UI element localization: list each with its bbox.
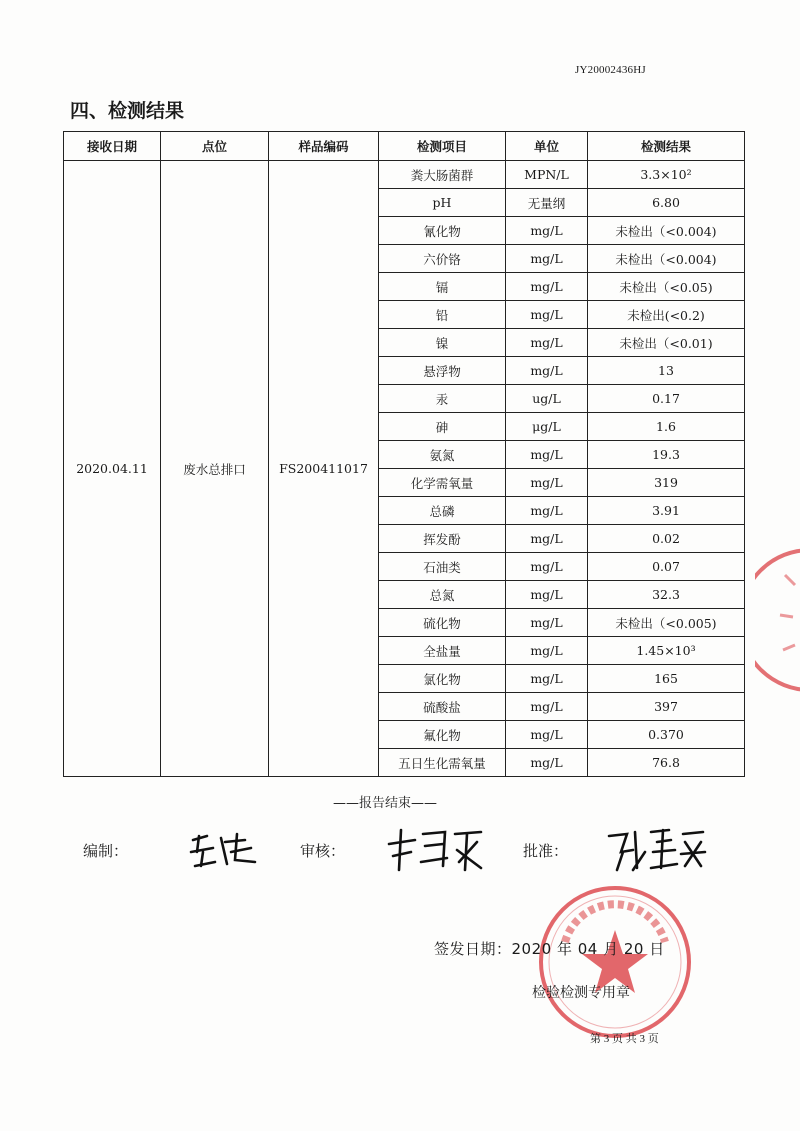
table-row	[64, 161, 745, 189]
unit-cell: mg/L	[506, 581, 588, 609]
result-cell: 3.91	[588, 497, 745, 525]
reviewer-signature	[385, 822, 495, 877]
unit-cell: mg/L	[506, 217, 588, 245]
result-cell: 32.3	[588, 581, 745, 609]
unit-cell: mg/L	[506, 497, 588, 525]
unit-cell: mg/L	[506, 749, 588, 777]
test-item-cell: 铅	[379, 301, 506, 329]
header-unit: 单位	[506, 132, 588, 161]
test-item-cell: 悬浮物	[379, 357, 506, 385]
result-cell: 19.3	[588, 441, 745, 469]
header-location: 点位	[161, 132, 269, 161]
result-cell: 319	[588, 469, 745, 497]
result-cell: 397	[588, 693, 745, 721]
test-item-cell: 全盐量	[379, 637, 506, 665]
unit-cell: mg/L	[506, 553, 588, 581]
unit-cell: mg/L	[506, 301, 588, 329]
unit-cell: mg/L	[506, 721, 588, 749]
result-cell: 1.45×10³	[588, 637, 745, 665]
unit-cell: μg/L	[506, 413, 588, 441]
unit-cell: mg/L	[506, 693, 588, 721]
test-item-cell: 硫酸盐	[379, 693, 506, 721]
unit-cell: mg/L	[506, 273, 588, 301]
result-cell: 未检出（<0.05)	[588, 273, 745, 301]
unit-cell: mg/L	[506, 609, 588, 637]
issue-date: 签发日期：2020 年 04 月 20 日	[434, 940, 665, 958]
unit-cell: mg/L	[506, 637, 588, 665]
report-id: JY20002436HJ	[575, 64, 646, 76]
unit-cell: mg/L	[506, 329, 588, 357]
test-item-cell: 镉	[379, 273, 506, 301]
receive-date-cell: 2020.04.11	[64, 161, 161, 777]
sample-code-cell: FS200411017	[269, 161, 379, 777]
test-item-cell: 镍	[379, 329, 506, 357]
test-item-cell: 石油类	[379, 553, 506, 581]
unit-cell: mg/L	[506, 469, 588, 497]
unit-cell: mg/L	[506, 441, 588, 469]
test-item-cell: 氨氮	[379, 441, 506, 469]
page-number: 第 3 页 共 3 页	[590, 1033, 659, 1045]
result-cell: 0.07	[588, 553, 745, 581]
test-item-cell: 汞	[379, 385, 506, 413]
approver-label: 批准：	[523, 842, 569, 860]
header-receive-date: 接收日期	[64, 132, 161, 161]
unit-cell: mg/L	[506, 245, 588, 273]
test-item-cell: 氟化物	[379, 721, 506, 749]
result-cell: 未检出（<0.004)	[588, 217, 745, 245]
result-cell: 1.6	[588, 413, 745, 441]
unit-cell: ug/L	[506, 385, 588, 413]
compiler-label: 编制：	[83, 842, 129, 860]
test-item-cell: 氰化物	[379, 217, 506, 245]
unit-cell: mg/L	[506, 665, 588, 693]
test-item-cell: 五日生化需氧量	[379, 749, 506, 777]
header-test-item: 检测项目	[379, 132, 506, 161]
seal-caption: 检验检测专用章	[532, 985, 630, 1001]
test-item-cell: pH	[379, 189, 506, 217]
header-sample-code: 样品编码	[269, 132, 379, 161]
header-result: 检测结果	[588, 132, 745, 161]
result-cell: 未检出（<0.004)	[588, 245, 745, 273]
result-cell: 未检出（<0.005)	[588, 609, 745, 637]
approver-signature	[605, 822, 715, 877]
result-cell: 未检出（<0.01)	[588, 329, 745, 357]
result-cell: 76.8	[588, 749, 745, 777]
unit-cell: mg/L	[506, 525, 588, 553]
compiler-signature	[185, 822, 265, 872]
test-item-cell: 粪大肠菌群	[379, 161, 506, 189]
result-cell: 0.370	[588, 721, 745, 749]
result-cell: 6.80	[588, 189, 745, 217]
test-item-cell: 总氮	[379, 581, 506, 609]
section-title: 四、检测结果	[70, 100, 185, 122]
result-cell: 3.3×10²	[588, 161, 745, 189]
table-header-row	[64, 132, 745, 161]
result-cell: 0.02	[588, 525, 745, 553]
result-cell: 13	[588, 357, 745, 385]
result-cell: 165	[588, 665, 745, 693]
test-item-cell: 化学需氧量	[379, 469, 506, 497]
reviewer-label: 审核：	[300, 842, 346, 860]
unit-cell: MPN/L	[506, 161, 588, 189]
inspection-seal-stamp	[535, 882, 695, 1042]
test-item-cell: 六价铬	[379, 245, 506, 273]
location-cell: 废水总排口	[161, 161, 269, 777]
side-seal-stamp	[755, 545, 800, 695]
result-cell: 0.17	[588, 385, 745, 413]
results-table	[63, 131, 745, 777]
test-item-cell: 氯化物	[379, 665, 506, 693]
test-item-cell: 硫化物	[379, 609, 506, 637]
test-item-cell: 砷	[379, 413, 506, 441]
unit-cell: 无量纲	[506, 189, 588, 217]
unit-cell: mg/L	[506, 357, 588, 385]
test-item-cell: 总磷	[379, 497, 506, 525]
result-cell: 未检出(<0.2)	[588, 301, 745, 329]
test-item-cell: 挥发酚	[379, 525, 506, 553]
